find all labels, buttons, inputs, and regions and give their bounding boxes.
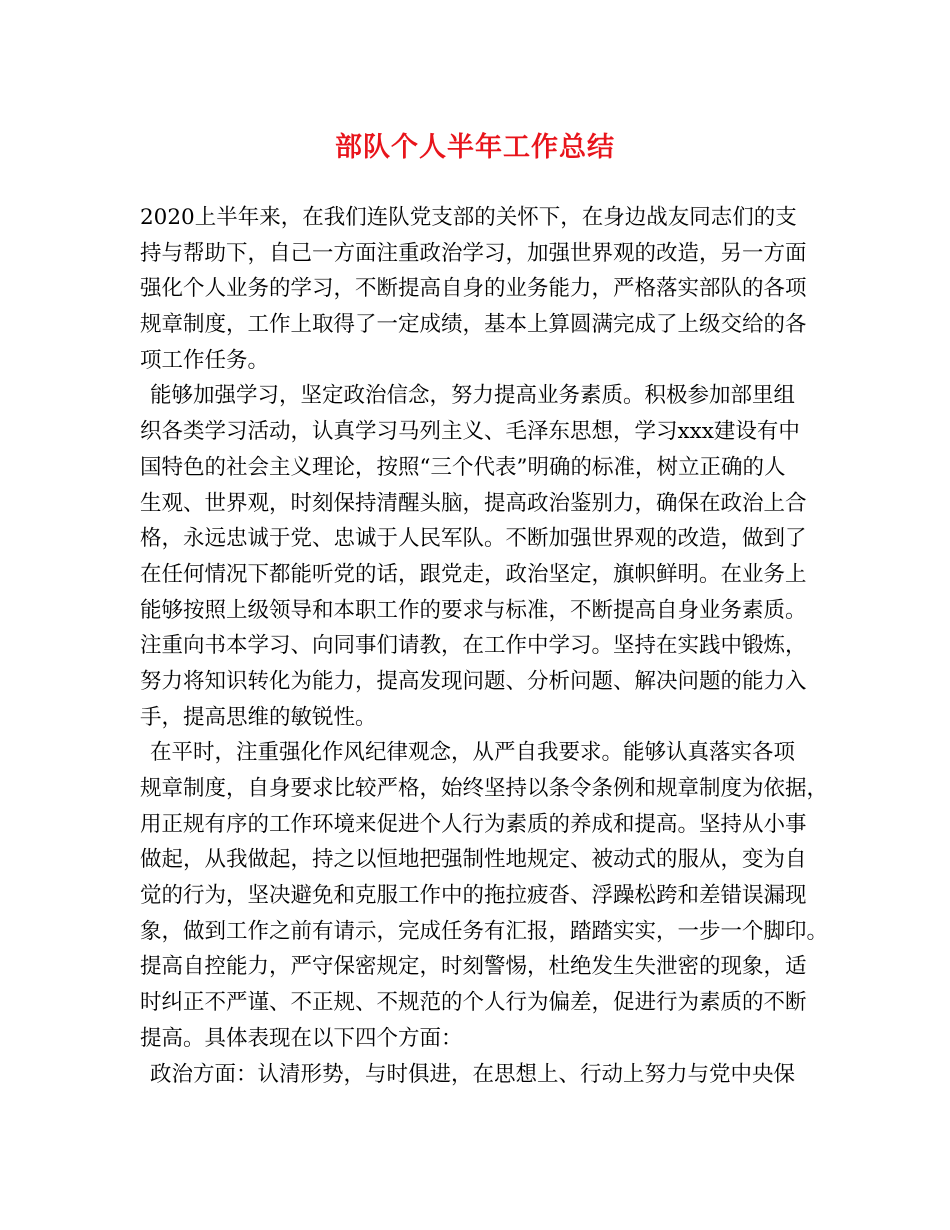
body-line: 在任何情况下都能听党的话，跟党走，政治坚定，旗帜鲜明。在业务上	[140, 561, 807, 587]
body-line: 项工作任务。	[140, 347, 270, 373]
body-line: 国特色的社会主义理论，按照“三个代表”明确的标准，树立正确的人	[140, 454, 786, 480]
body-line: 手，提高思维的敏锐性。	[140, 704, 377, 730]
body-line: 织各类学习活动，认真学习马列主义、毛泽东思想，学习xxx建设有中	[140, 419, 800, 445]
body-line: 时纠正不严谨、不正规、不规范的个人行为偏差，促进行为素质的不断	[140, 990, 807, 1016]
document-body	[140, 200, 840, 1092]
body-line: 能够加强学习，坚定政治信念，努力提高业务素质。积极参加部里组	[150, 383, 796, 409]
body-line: 强化个人业务的学习，不断提高自身的业务能力，严格落实部队的各项	[140, 276, 807, 302]
body-line: 努力将知识转化为能力，提高发现问题、分析问题、解决问题的能力入	[140, 668, 807, 694]
body-line: 2020上半年来，在我们连队党支部的关怀下，在身边战友同志们的支	[140, 205, 797, 230]
body-line: 觉的行为，坚决避免和克服工作中的拖拉疲沓、浮躁松跨和差错误漏现	[140, 883, 807, 909]
body-line: 象，做到工作之前有请示，完成任务有汇报，踏踏实实，一步一个脚印。	[140, 918, 829, 944]
body-line: 持与帮助下，自己一方面注重政治学习，加强世界观的改造，另一方面	[140, 240, 807, 266]
body-line: 做起，从我做起，持之以恒地把强制性地规定、被动式的服从，变为自	[140, 847, 807, 873]
body-line: 规章制度，自身要求比较严格，始终坚持以条令条例和规章制度为依据，	[140, 776, 829, 801]
body-line: 注重向书本学习、向同事们请教，在工作中学习。坚持在实践中锻炼，	[140, 633, 807, 659]
body-line: 用正规有序的工作环境来促进个人行为素质的养成和提高。坚持从小事	[140, 811, 807, 837]
body-line: 格，永远忠诚于党、忠诚于人民军队。不断加强世界观的改造，做到了	[140, 526, 807, 552]
body-line: 在平时，注重强化作风纪律观念，从严自我要求。能够认真落实各项	[150, 740, 796, 766]
body-line: 能够按照上级领导和本职工作的要求与标准，不断提高自身业务素质。	[140, 597, 807, 623]
body-line: 政治方面：认清形势，与时俱进，在思想上、行动上努力与党中央保	[150, 1061, 796, 1087]
body-line: 规章制度，工作上取得了一定成绩，基本上算圆满完成了上级交给的各	[140, 312, 807, 338]
body-line: 提高。具体表现在以下四个方面：	[140, 1025, 463, 1051]
body-line: 生观、世界观，时刻保持清醒头脑，提高政治鉴别力，确保在政治上合	[140, 490, 807, 516]
document-title: 部队个人半年工作总结	[335, 132, 615, 163]
body-line: 提高自控能力，严守保密规定，时刻警惕，杜绝发生失泄密的现象，适	[140, 954, 807, 980]
